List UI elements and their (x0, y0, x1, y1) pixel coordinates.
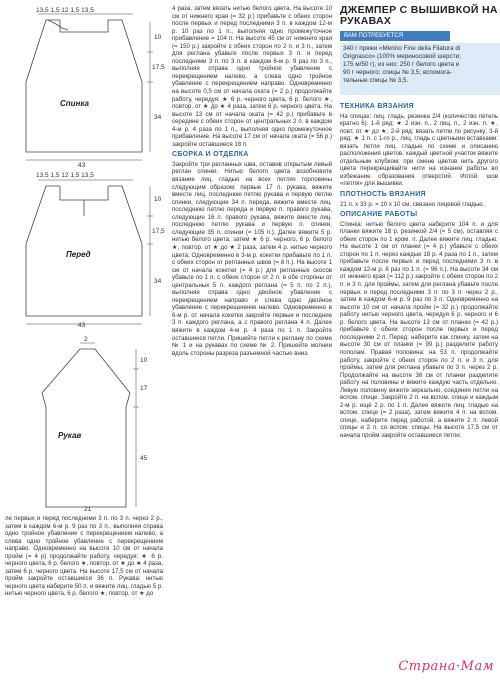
page-title: ДЖЕМПЕР С ВЫШИВКОЙ НА РУКАВАХ (340, 4, 498, 27)
material-line-4: 90 г черного; спицы № 3,5; вспомога- (343, 69, 452, 76)
sleeve-label: Рукав (58, 431, 82, 440)
back-pattern-shape (0, 2, 168, 170)
front-measure-1: 10 (154, 196, 162, 203)
material-line-5: тельные спицы № 3,5. (343, 77, 409, 84)
assembly-heading: СБОРКА И ОТДЕЛКА (172, 151, 249, 159)
materials-badge: ВАМ ПОТРЕБУЕТСЯ (340, 31, 450, 41)
materials-box (340, 43, 500, 95)
back-measure-3: 34 (154, 114, 162, 121)
back-diagram (0, 2, 168, 170)
sleeve-width: 21 (84, 506, 92, 513)
work-heading: ОПИСАНИЕ РАБОТЫ (340, 211, 418, 219)
back-measure-1: 10 (154, 34, 162, 41)
middle-paragraph-bottom: Закройте три регланных шва, оставив открытым левый реглан спинки. Нитью белого цвета возобновите вязание лиц. гладью на всех петлях горловины следующим образом: первые 17 п. рукава, вяжите вместе лиц. последнюю петлю рукава и первую петлю спинки, следующие 34 п. переда, вяжите вместе лиц. последнюю петлю переда и первую п. правого рукава, следующие 16 п. правого рукава, вяжите вместе лиц. последнюю петлю рукава и первую п. спинки, следующие 35 п. спинки (= 105 п.). Далее вяжите 5 р. нитью белого цвета, затем ★ 6 р. черного, 6 р. белого ★, повтор. от ★ до ★ 2 раза, затем 4 р. нитью черного цвета. Одновременно в 3-м р. кокетки прибавьте по 1 п. с обеих сторон от регланных швов (= 8 п.). На высоте 1 см от начала кокетки (= 4 р.) для регланных скосов убавьте по 1 п. с обеих сторон от 2 п. в обе стороны от центральных 5 п. каждого реглана (= 5 п. по 2 п.), выполняя справа одно двойное убавление с перекрещением направо и слева одно двойное убавление с перекрещением налево. Одновременно в 6-м р. от начала кокетки закройте первые и последние 3 п. каждого реглана, а с правого реглана 4 п. Далее вяжите в каждом 4-м р. 4 раза по 1 п. Закройте оставшиеся петли. Пришейте петли к реглану по схеме № 1 и на рукавах по схеме № 2. Пришейте молнии вдоль стороны разреза разъемной частью вниз. (172, 160, 332, 357)
middle-column (172, 5, 332, 665)
left-bottom-paragraph: ле первых и перед последними 3 п. по 3 п. через 2 р., затем в каждом 6-м р. 9 раз по 3 п., выполняя справа одно тройное убавление с перекрещением налево, а слева одно тройное убавление с перекрещением направо. Одновременно на высоте 10 см от начала пройм (= 4 р) продолжайте работу, чередуя: ★ 6 р. черного цвета, 6 р. белого ★, повтор. от ★ до ★ 4 раза, затем 6 р. черного цвета. На высоте 17,5 см от начала пройм закройте оставшиеся 36 п. Рукава: нитью черного цвета наберите 50 п. и вяжите лиц. гладью 5 р. нитью черного цвета, 6 р. белого ★, повтор. от ★ до (5, 515, 163, 598)
material-line-1: 340 г пряжи «Merino Fine della Filatura di (343, 45, 461, 52)
front-measure-2: 17,5 (152, 228, 165, 235)
site-watermark: Страна·Мам (398, 659, 494, 674)
density-paragraph: 21 п. х 33 р. = 10 х 10 см, связано лицевой гладью. (340, 200, 485, 208)
back-top-measures: 13,5 1,5 12 1,5 13,5 (36, 7, 94, 14)
front-measure-3: 34 (154, 278, 162, 285)
back-width: 43 (78, 162, 86, 169)
front-top-measures: 13,5 1,5 12 1,5 13,5 (36, 172, 94, 179)
sleeve-diagram (0, 335, 168, 513)
density-heading: ПЛОТНОСТЬ ВЯЗАНИЯ (340, 191, 426, 199)
technique-heading: ТЕХНИКА ВЯЗАНИЯ (340, 103, 414, 110)
front-width: 43 (78, 322, 86, 329)
left-bottom-text (5, 515, 163, 665)
sleeve-measure-2: 17 (140, 385, 148, 392)
back-measure-2: 17,5 (152, 64, 165, 71)
back-label: Спинка (60, 99, 89, 108)
sleeve-measure-3: 45 (140, 455, 148, 462)
material-line-3: 175 м/50 г), из них: 250 г белого цвета и (343, 61, 460, 68)
sleeve-top-measure: 2 (84, 336, 88, 343)
sleeve-measure-1: 10 (140, 357, 148, 364)
front-label: Перед (66, 250, 91, 259)
right-column (340, 100, 498, 665)
front-diagram (0, 170, 168, 330)
technique-paragraph: На спицах: лиц. гладь, резинка 2/4 (количество петель кратно 6): 1-й ряд: ★ 2 изн. п., 2 лиц. п., 2 изн. п. ★, повт. от ★ до ★; 2-й ряд: вязать петли по рисунку; 3-й ряд: ★ 1 п. с 1-го р., лиц. гладь с цветными вставками: вязать петли лиц. гладью по схеме и описанию расположения цветов, каждый цветной участок вяжите отдельным клубком; при смене цветов нить другого цвета перекрещивайте нити на изнанке работы во избежание образования отверстий. Иглой: шов «петля» для вышивки. (340, 112, 498, 188)
work-paragraph: Спинка: нитью белого цвета наберите 104 п. и для планки вяжите 18 р. резинкой 2/4 (= 5 см), оставляя с обеих сторон по 1 кром. п. Далее вяжите лиц. гладью. На высоте 1 см от планки (= 4 р.) убавьте с обеих сторон по 1 п. через каждые 18 р. 4 раза по 1 п., затем прибавьте после первых и перед последними 3 п. в каждом 12-м р. 6 раз по 1 п. (= 96 п.). На высоте 34 см от нижнего края (= 112 р.) закройте с обеих сторон по 2 п. и 3 п. для проймы, затем для реглана убавьте после первых и перед последними 3 п. по 3 п. через 2 р., затем в каждом 6-м р. 9 раз по 3 п. Одновременно на высоте 10 см от начала пройм (= 32 р.) продолжайте работу нитью черного цвета, чередуя 6 р. черного и 6 р. белого цвета. На высоте 13 см от планки (= 42 р.) прибавьте с обеих сторон после первых и перед последними 2 п. Перед: наберите как спинку, затем на высоте 30 см от планки (= 99 р.) разделите работу пополам. Правая половина: на 53 п. продолжайте работу, закройте с обеих сторон по 2 п. и 3 п. для проймы, затем для реглана убавьте по 3 п. через 2 р. Продолжайте на высоте 38 см от планки разделите работу на половины и вяжите каждую часть отдельно. Левую половину вяжите зеркально, соединяя петли на вспом. спице. Закройте 2 п. на вспом. спице и каждым 2-м р. ещё 2 р. по 1 п. Далее вяжите лиц. гладью на вспом. спице (= 2 раза), затем вяжите 4 п. на вспом. спице, наберите перед работой, а вяжите 2 п. левой спицы и 2 п. со вспом. спицы. На высоте 17,5 см от начала пройм закройте оставшиеся петли. (340, 220, 498, 439)
middle-paragraph-top: 4 раза, затем вязать нитью белого цвета. На высоте 10 см от нижнего края (= 32 р.) прибавьте с обеих сторон после первых и перед последними 3 п. в каждом 12-м р. 10 раз по 1 п., выполняя одно промежуточное прибавление = 104 п. На высоте 45 см от нижнего края (= 150 р.) закройте с обеих сторон по 2 п. и 3 п., затем для реглана убавьте после первых 3 п. и перед последними 3 п. по 3 п. в каждом 6-м р. 9 раз по 3 п., выполняя справа одно тройное убавление с перекрещением налево, а слева одно тройное убавление с перекрещением направо. Одновременно на высоте 0,5 см от начала оката (= 2 р.) продолжайте работу, чередуя: ★ 6 р. черного цвета, 6 р. белого ★, повтор. от ★ до ★ 4 раза, затем 6 р. черного цвета. На высоте 13 см от начала оката (= 42 р.) прибавьте в середине с обеих сторон от центральных 2 п. в каждом 4-м р. 4 раза по 1 п., выполняя одно промежуточное прибавление. На высоте 17 см от начала оката (= 56 р.) закройте оставшиеся 18 п. (172, 5, 332, 148)
material-line-2: Grignasco» (100% мериносовой шерсти; (343, 53, 461, 60)
